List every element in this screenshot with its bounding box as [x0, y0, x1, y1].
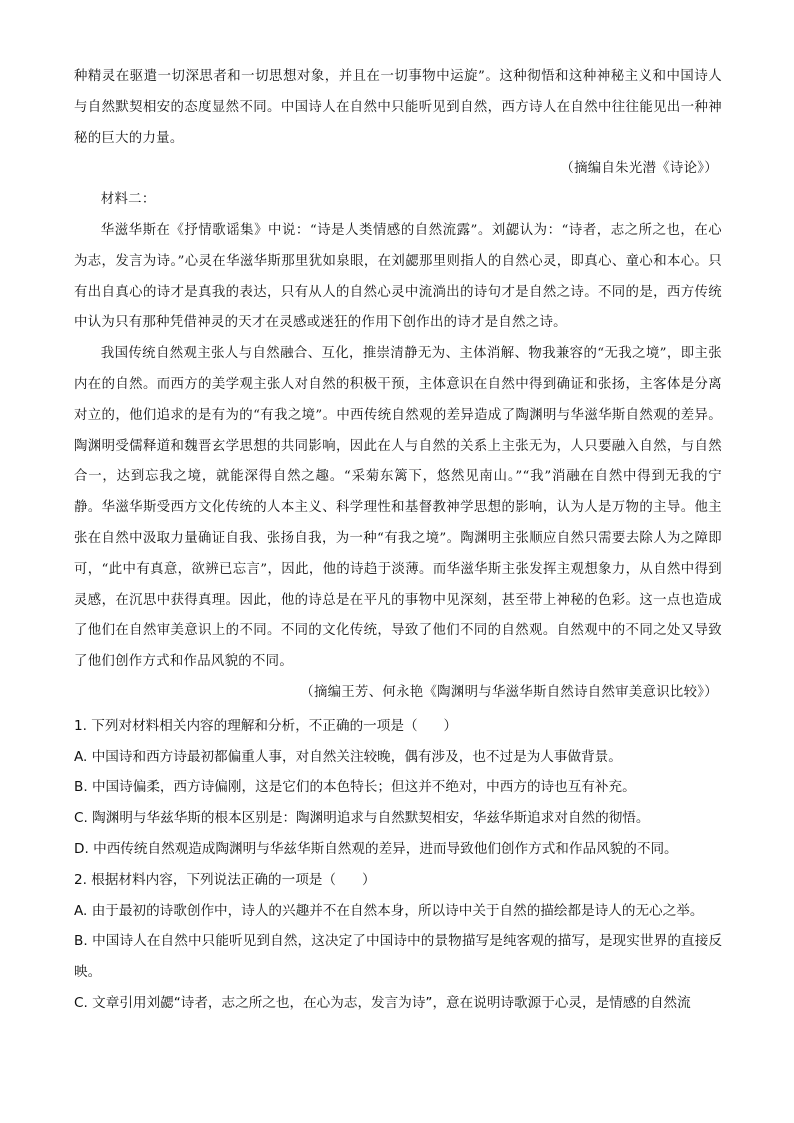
- question-1-stem-text: 1. 下列对材料相关内容的理解和分析，不正确的一项是（: [74, 717, 418, 734]
- question-2-stem: [74, 865, 722, 896]
- reading-passage: [74, 62, 722, 709]
- question-2-option-b: B. 中国诗人在自然中只能听见到自然，这决定了中国诗中的景物描写是纯客观的描写，是现实世界的直接反映。: [74, 933, 722, 981]
- question-2-option-a: A. 由于最初的诗歌创作中，诗人的兴趣并不在自然本身，所以诗中关于自然的描绘都是诗人的无心之举。: [74, 902, 704, 919]
- material-two-paragraph-1: 华滋华斯在《抒情歌谣集》中说：“诗是人类情感的自然流露”。刘勰认为：“诗者，志之所之也，在心为志，发言为诗。”心灵在华滋华斯那里犹如泉眼，在刘勰那里则指人的自然心灵，即真心、童心和本心。只有出自真心的诗才是真我的表达，只有从人的自然心灵中流淌出的诗句才是自然之诗。不同的是，西方传统中认为只有那种凭借神灵的天才在灵感或迷狂的作用下创作出的诗才是自然之诗。: [74, 222, 722, 331]
- material-one-continuation: 种精灵在驱遣一切深思者和一切思想对象，并且在一切事物中运旋”。这种彻悟和这种神秘主义和中国诗人与自然默契相安的态度显然不同。中国诗人在自然中只能听见到自然，西方诗人在自然中往往能见出一种神秘的巨大的力量。: [74, 69, 722, 146]
- question-2-stem-text: 2. 根据材料内容，下列说法正确的一项是（: [74, 871, 336, 888]
- material-two-heading: 材料二：: [100, 192, 156, 208]
- questions: [74, 711, 722, 1019]
- question-1-stem: [74, 711, 722, 742]
- material-two-paragraph-2: 我国传统自然观主张人与自然融合、互化，推崇清静无为、主体消解、物我兼容的“无我之境”，即主张内在的自然。而西方的美学观主张人对自然的积极干预，主体意识在自然中得到确证和张扬，主客体是分离对立的，他们追求的是有为的“有我之境”。中西传统自然观的差异造成了陶渊明与华滋华斯自然观的差异。陶渊明受儒释道和魏晋玄学思想的共同影响，因此在人与自然的关系上主张无为，人只要融入自然，与自然合一，达到忘我之境，就能深得自然之趣。“采菊东篱下，悠然见南山。”“我”消融在自然中得到无我的宁静。华滋华斯受西方文化传统的人本主义、科学理性和基督教神学思想的影响，认为人是万物的主导。他主张在自然中汲取力量确证自我、张扬自我，为一种“有我之境”。陶渊明主张顺应自然只需要去除人为之障即可，“此中有真意，欲辨已忘言”，因此，他的诗趋于淡薄。而华滋华斯主张发挥主观想象力，从自然中得到灵感，在沉思中获得真理。因此，他的诗总是在平凡的事物中见深刻，甚至带上神秘的色彩。这一点也造成了他们在自然审美意识上的不同。不同的文化传统，导致了他们不同的自然观。自然观中的不同之处又导致了他们创作方式和作品风貌的不同。: [74, 346, 722, 670]
- question-2-option-c: C. 文章引用刘勰“诗者，志之所之也，在心为志，发言为诗”，意在说明诗歌源于心灵，是情感的自然流: [74, 994, 691, 1011]
- question-1-option-b: B. 中国诗偏柔，西方诗偏刚，这是它们的本色特长；但这并不绝对，中西方的诗也互有补充。: [74, 779, 636, 796]
- question-2-stem-end: ）: [361, 871, 376, 888]
- question-1-option-c: C. 陶渊明与华兹华斯的根本区别是：陶渊明追求与自然默契相安，华兹华斯追求对自然的彻悟。: [74, 810, 650, 827]
- material-one-source: （摘编自朱光潜《诗论》）: [560, 161, 718, 177]
- question-1-stem-end: ）: [443, 717, 458, 734]
- question-1-option-a: A. 中国诗和西方诗最初都偏重人事，对自然关注较晚，偶有涉及，也不过是为人事做背景。: [74, 748, 622, 765]
- material-two-source: （摘编王芳、何永艳《陶渊明与华滋华斯自然诗自然审美意识比较》）: [300, 684, 718, 700]
- question-1-option-d: D. 中西传统自然观造成陶渊明与华兹华斯自然观的差异，进而导致他们创作方式和作品风貌的不同。: [74, 840, 678, 857]
